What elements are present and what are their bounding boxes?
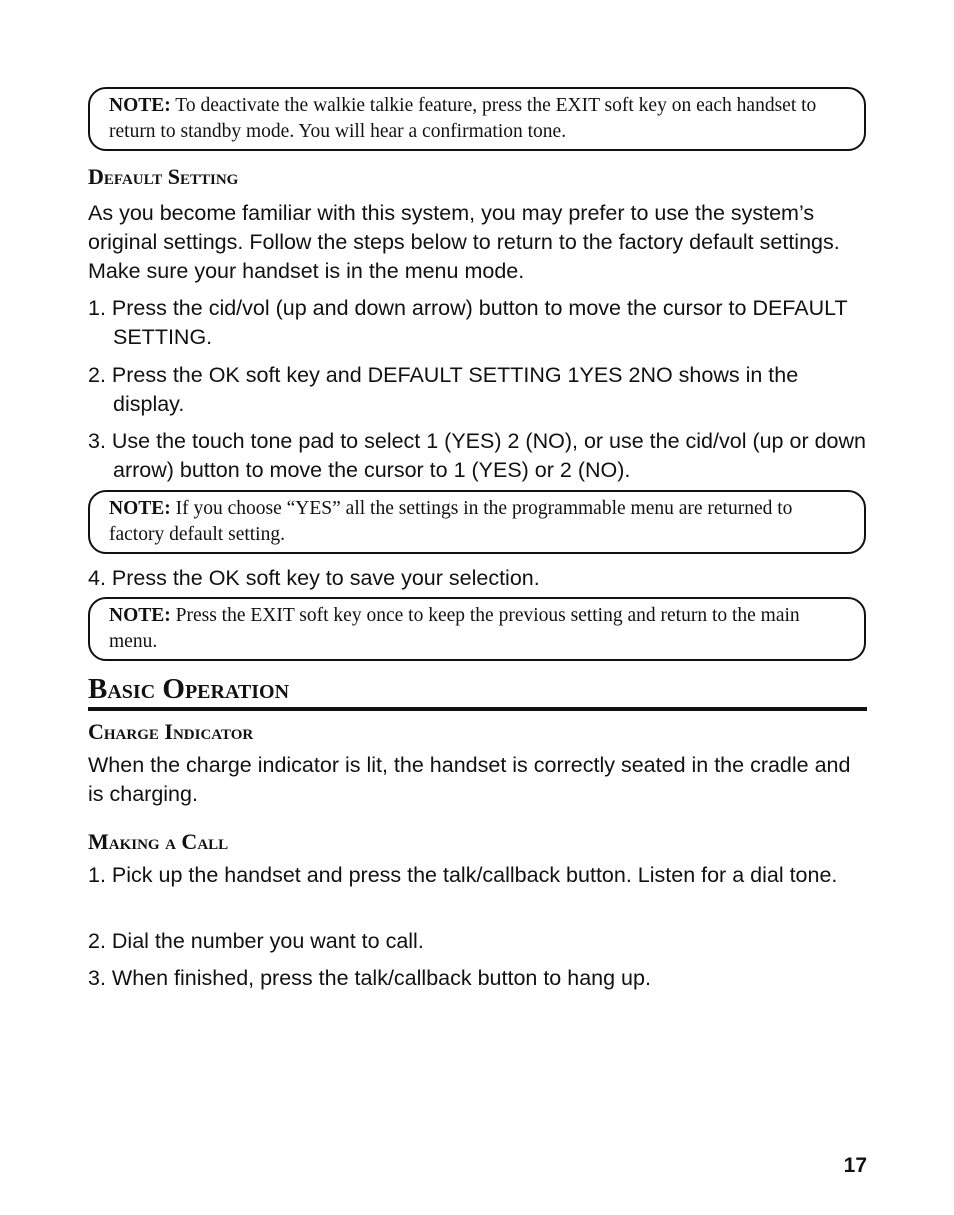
note-text: To deactivate the walkie talkie feature, press the EXIT soft key on each handset to return to standby mode. You will hear a confirmation tone. — [109, 95, 817, 142]
section-heading-default-setting: Default Setting — [88, 164, 239, 189]
list-item: 2. Dial the number you want to call. — [88, 929, 424, 953]
list-item: 3. When finished, press the talk/callback button to hang up. — [88, 966, 651, 990]
default-setting-intro: As you become familiar with this system, you may prefer to use the system’s original settings. Follow the steps below to return to the factory default settings. Make sure your handset is in the menu mode. — [88, 201, 840, 283]
list-item: 1. Pick up the handset and press the talk/callback button. Listen for a dial tone. — [88, 863, 838, 887]
note-box-walkie-talkie — [88, 87, 866, 151]
note-label: NOTE: — [109, 605, 171, 626]
list-item: 3. Use the touch tone pad to select 1 (YES) 2 (NO), or use the cid/vol (up or down arrow) button to move the cursor to 1 (YES) or 2 (NO). — [88, 429, 866, 482]
note-label: NOTE: — [109, 498, 171, 519]
page-number: 17 — [843, 1154, 867, 1177]
list-item: 2. Press the OK soft key and DEFAULT SETTING 1YES 2NO shows in the display. — [88, 363, 799, 416]
subheading-making-a-call: Making a Call — [88, 829, 229, 854]
note-box-exit-key — [88, 597, 866, 661]
note-text: If you choose “YES” all the settings in the programmable menu are returned to factory default setting. — [109, 498, 793, 545]
charge-indicator-text: When the charge indicator is lit, the handset is correctly seated in the cradle and is charging. — [88, 753, 851, 806]
section-heading-basic-operation: Basic Operation — [88, 673, 290, 705]
section-divider — [88, 707, 867, 711]
list-item: 4. Press the OK soft key to save your selection. — [88, 566, 540, 590]
subheading-charge-indicator: Charge Indicator — [88, 719, 254, 744]
list-item: 1. Press the cid/vol (up and down arrow) button to move the cursor to DEFAULT SETTING. — [88, 296, 848, 349]
note-box-yes-default — [88, 490, 866, 554]
note-label: NOTE: — [109, 95, 171, 116]
note-text: Press the EXIT soft key once to keep the previous setting and return to the main menu. — [109, 605, 800, 652]
